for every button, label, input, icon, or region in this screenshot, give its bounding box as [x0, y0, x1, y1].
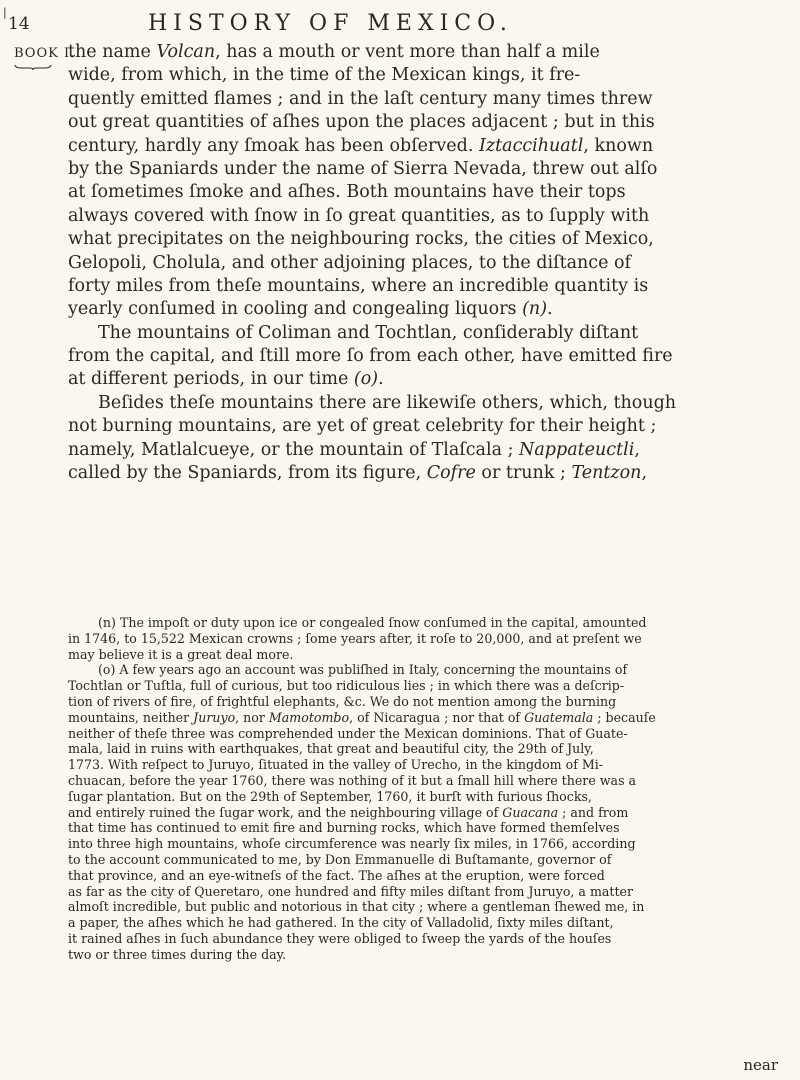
footnote-line: into three high mountains, whoſe circumference was nearly ſix miles, in 1766, according [68, 836, 636, 852]
footnote-line: tion of rivers of fire, of frightful elephants, &c. We do not mention among the burning [68, 693, 617, 709]
footnotes [68, 615, 792, 963]
text-line: Beſides theſe mountains there are likewiſe others, which, though [98, 392, 677, 413]
brace-ornament [14, 64, 52, 70]
main-text [68, 41, 792, 485]
text-line: called by the Spaniards, from its figure, Cofre or trunk ; Tentzon, [68, 463, 648, 484]
text-line: at ſometimes ſmoke and aſhes. Both mountains have their tops [68, 182, 626, 203]
text-line: Gelopoli, Cholula, and other adjoining places, to the diſtance of [68, 252, 632, 273]
footnote-line: may believe it is a great deal more. [68, 646, 294, 662]
margin-tick: | [3, 6, 7, 19]
footnote-line: neither of theſe three was comprehended under the Mexican dominions. That of Guate- [68, 725, 628, 741]
footnote-line: two or three times during the day. [68, 946, 287, 962]
footnote-line: and entirely ruined the ſugar work, and the neighbouring village of Guacana ; and from [68, 804, 629, 820]
footnote-line: that province, and an eye-witneſs of the fact. The aſhes at the eruption, were forced [68, 867, 605, 883]
footnote-line: (n) The impoſt or duty upon ice or congealed ſnow conſumed in the capital, amounted [98, 615, 647, 630]
footnote-line: ſugar plantation. But on the 29th of September, 1760, it burſt with furious ſhocks, [68, 788, 592, 804]
text-line: forty miles from theſe mountains, where an incredible quantity is [68, 275, 649, 296]
footnote-line: 1773. With reſpect to Juruyo, ſituated in the valley of Urecho, in the kingdom of Mi- [68, 757, 604, 773]
catchword: near [743, 1056, 778, 1074]
footnote-line: it rained aſhes in ſuch abundance they were obliged to ſweep the yards of the houſes [68, 930, 612, 946]
footnote-line: mountains, neither Juruyo, nor Mamotombo, of Nicaragua ; nor that of Guatemala ; becauſe [68, 709, 656, 725]
footnote-line: almoſt incredible, but public and notorious in that city ; where a gentleman ſhewed me, in [68, 899, 645, 915]
running-title: HISTORY OF MEXICO. [148, 11, 513, 36]
footnote-line: (o) A few years ago an account was publiſhed in Italy, concerning the mountains of [98, 662, 628, 678]
text-line: by the Spaniards under the name of Sierra Nevada, threw out alſo [68, 158, 658, 179]
text-line: quently emitted flames ; and in the laſt century many times threw [68, 88, 653, 109]
book-label: BOOK I. [14, 46, 76, 61]
text-line: what precipitates on the neighbouring rocks, the cities of Mexico, [68, 229, 654, 250]
running-header [0, 6, 800, 36]
text-line: yearly conſumed in cooling and congealing liquors (n). [68, 299, 553, 320]
text-line: The mountains of Coliman and Tochtlan, conſiderably diſtant [98, 322, 639, 343]
text-line: century, hardly any ſmoak has been obſerved. Iztaccihuatl, known [68, 135, 654, 156]
footnote-line: mala, laid in ruins with earthquakes, that great and beautiful city, the 29th of July, [68, 741, 594, 757]
footnote-line: to the account communicated to me, by Don Emmanuelle di Buſtamante, governor of [68, 851, 612, 867]
footnote-line: as far as the city of Queretaro, one hundred and fifty miles diſtant from Juruyo, a matter [68, 883, 633, 899]
text-line: from the capital, and ſtill more ſo from each other, have emitted fire [68, 346, 673, 367]
text-line: wide, from which, in the time of the Mexican kings, it fre- [68, 65, 581, 86]
text-line: always covered with ſnow in ſo great quantities, as to ſupply with [68, 205, 650, 226]
text-line: out great quantities of aſhes upon the places adjacent ; but in this [68, 112, 655, 133]
text-line: not burning mountains, are yet of great celebrity for their height ; [68, 416, 657, 437]
page-number: 14 [8, 14, 30, 34]
footnote-line: Tochtlan or Tuſtla, full of curious, but too ridiculous lies ; in which there was a deſcrip- [68, 678, 625, 694]
text-line: at different periods, in our time (o). [68, 369, 384, 390]
text-line: namely, Matlalcueye, or the mountain of Tlaſcala ; Nappateuctli, [68, 439, 640, 460]
text-line: the name Volcan, has a mouth or vent more than half a mile [68, 42, 600, 62]
footnote-line: chuacan, before the year 1760, there was nothing of it but a ſmall hill where there was a [68, 772, 637, 788]
footnote-line: that time has continued to emit fire and burning rocks, which have formed themſelves [68, 820, 620, 836]
footnote-line: a paper, the aſhes which he had gathered. In the city of Valladolid, ſixty miles diſtant, [68, 915, 614, 931]
footnote-line: in 1746, to 15,522 Mexican crowns ; ſome years after, it roſe to 20,000, and at preſent we [68, 630, 642, 646]
